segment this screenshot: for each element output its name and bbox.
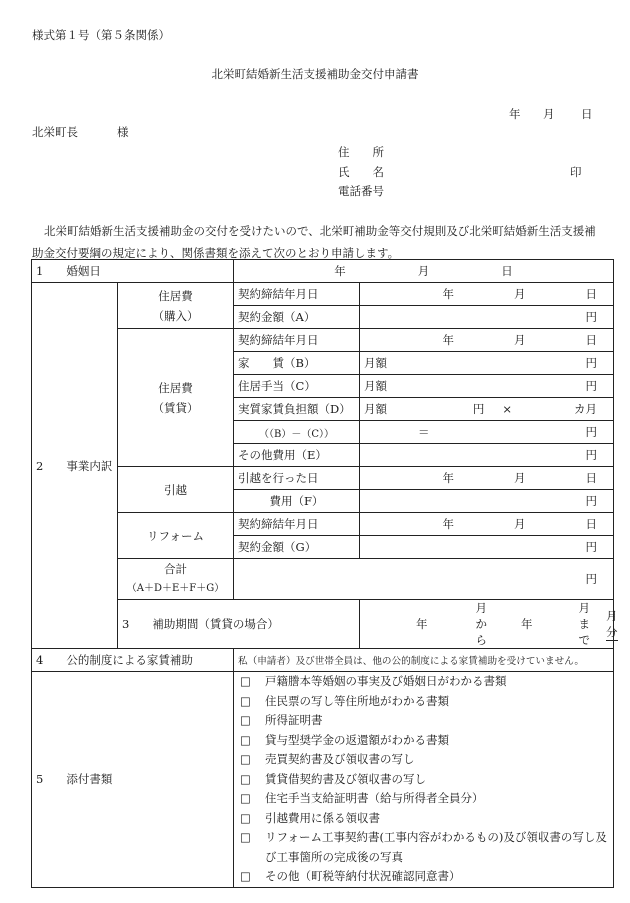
total-formula: （A＋D＋E＋F＋G） (126, 583, 225, 594)
period-from-month: 月から (475, 601, 488, 647)
purchase-group-line2: （購入） (152, 308, 199, 323)
unit-yen: 円 (585, 425, 598, 439)
moving-date-field[interactable] (360, 467, 614, 490)
period-from-year: 年 (416, 617, 428, 631)
rent-group-line2: （賃貸） (152, 400, 199, 415)
checkbox[interactable]: □ (240, 693, 251, 708)
unit-yen: 円 (585, 356, 598, 370)
honorific: 様 (117, 125, 129, 139)
actual-rent-formula: （（B）－（C）） (234, 421, 360, 444)
moving-cost-f-field[interactable] (360, 490, 614, 513)
unit-month: 月 (514, 517, 526, 531)
monthly-label: 月額 (364, 379, 388, 393)
purchase-group-line1: 住居費 (158, 288, 193, 303)
rent-contract-date-label: 契約締結年月日 (234, 329, 360, 352)
attachment-text: 所得証明書 (265, 713, 323, 727)
business-breakdown-label: 2 事業内訳 (32, 283, 118, 649)
actual-rent-total-field[interactable] (360, 421, 614, 444)
purchase-contract-date-label: 契約締結年月日 (234, 283, 360, 306)
moving-date-label: 引越を行った日 (234, 467, 360, 490)
checkbox[interactable]: □ (240, 771, 251, 786)
checkbox[interactable]: □ (240, 713, 251, 727)
marriage-month-unit: 月 (417, 264, 430, 278)
actual-rent-d-field[interactable] (360, 398, 614, 421)
unit-year: 年 (442, 517, 455, 531)
checkbox[interactable]: □ (240, 791, 251, 805)
unit-month: 月 (514, 333, 526, 347)
attachments-label: 5 添付書類 (32, 672, 234, 888)
unit-months: カ月 (574, 402, 598, 416)
attachment-item[interactable] (238, 692, 609, 712)
addressee: 北栄町長 (32, 125, 78, 139)
checkbox[interactable]: □ (240, 752, 251, 766)
attachment-item[interactable] (238, 731, 609, 751)
attachment-item[interactable] (238, 867, 609, 887)
rent-b-label: 家 賃（B） (234, 352, 360, 375)
subsidy-period-label: 3 補助期間（賃貸の場合） (118, 600, 360, 649)
attachment-text: 賃貸借契約書及び領収書の写し (265, 771, 427, 786)
unit-year: 年 (442, 287, 455, 301)
attachment-item[interactable] (238, 770, 609, 790)
phone-label: 電話番号 (338, 184, 384, 198)
unit-yen: 円 (585, 494, 598, 508)
checkbox[interactable]: □ (240, 869, 251, 883)
attachment-text: その他（町税等納付状況確認同意書） (265, 869, 461, 883)
times-sign: × (502, 402, 513, 416)
application-table (31, 259, 618, 888)
unit-yen: 円 (585, 540, 598, 554)
marriage-date-field[interactable] (234, 260, 614, 283)
public-subsidy-statement: 私（申請者）及び世帯全員は、他の公的制度による家賃補助を受けていません。 (234, 649, 614, 672)
reform-group: リフォーム (118, 513, 234, 559)
purchase-group (118, 283, 234, 329)
unit-month: 月 (514, 287, 526, 301)
reform-contract-date-label: 契約締結年月日 (234, 513, 360, 536)
purchase-contract-date-field[interactable] (360, 283, 614, 306)
attachment-text: 引越費用に係る領収書 (265, 810, 381, 825)
period-months: 月分 (606, 608, 618, 639)
total-label: 合計 (164, 562, 187, 576)
contract-amount-a-field[interactable] (360, 306, 614, 329)
name-label: 氏 名 (338, 165, 384, 179)
contract-amount-g-field[interactable] (360, 536, 614, 559)
housing-allowance-c-field[interactable] (360, 375, 614, 398)
marriage-date-label: 1 婚姻日 (32, 260, 234, 283)
attachment-text: 住民票の写し等住所地がわかる書類 (265, 693, 450, 708)
total-label-cell (118, 559, 234, 600)
unit-yen: 円 (585, 572, 598, 586)
unit-day: 日 (585, 471, 598, 485)
moving-cost-f-label: 費用（F） (234, 490, 360, 513)
rent-contract-date-field[interactable] (360, 329, 614, 352)
contract-amount-g-label: 契約金額（G） (234, 536, 360, 559)
housing-allowance-c-label: 住居手当（C） (234, 375, 360, 398)
attachments-list (234, 672, 614, 888)
other-costs-e-field[interactable] (360, 444, 614, 467)
unit-yen: 円 (585, 448, 598, 462)
unit-yen: 円 (585, 310, 598, 324)
address-label: 住 所 (338, 145, 384, 159)
marriage-year-unit: 年 (334, 264, 346, 278)
unit-yen: 円 (472, 402, 485, 416)
unit-day: 日 (585, 333, 598, 347)
attachment-item[interactable] (238, 672, 609, 692)
other-costs-e-label: その他費用（E） (234, 444, 360, 467)
contract-amount-a-label: 契約金額（A） (234, 306, 360, 329)
equals-sign: ＝ (418, 425, 430, 439)
form-number: 様式第１号（第５条関係） (32, 28, 170, 42)
attachment-item[interactable] (238, 789, 609, 809)
rent-group-line1: 住居費 (158, 380, 193, 395)
unit-yen: 円 (585, 379, 598, 393)
unit-month: 月 (514, 471, 526, 485)
checkbox[interactable]: □ (240, 674, 251, 688)
attachment-text: リフォーム工事契約書(工事内容がわかるもの)及び領収書の写し及び工事箇所の完成後の写真 (265, 830, 607, 864)
attachment-text: 貸与型奨学金の返還額がわかる書類 (265, 732, 450, 747)
date-day: 日 (581, 107, 593, 121)
actual-rent-d-label: 実質家賃負担額（D） (234, 398, 360, 421)
period-to-month: 月まで (578, 601, 591, 647)
unit-year: 年 (442, 471, 455, 485)
unit-year: 年 (442, 333, 455, 347)
attachment-item[interactable] (238, 828, 609, 867)
checkbox[interactable]: □ (240, 830, 251, 844)
attachment-text: 戸籍謄本等婚姻の事実及び婚姻日がわかる書類 (265, 674, 507, 688)
seal-mark: 印 (570, 165, 582, 179)
rent-b-field[interactable] (360, 352, 614, 375)
attachment-item[interactable] (238, 711, 609, 731)
attachment-item[interactable] (238, 809, 609, 829)
total-field[interactable] (234, 559, 614, 600)
document-title: 北栄町結婚新生活支援補助金交付申請書 (211, 67, 419, 81)
attachment-text: 売買契約書及び領収書の写し (265, 752, 415, 766)
date-month: 月 (543, 107, 555, 121)
subsidy-period-field[interactable] (360, 600, 618, 649)
attachment-item[interactable] (238, 750, 609, 770)
rent-group (118, 329, 234, 467)
monthly-label: 月額 (364, 402, 388, 416)
checkbox[interactable]: □ (240, 732, 251, 747)
intro-paragraph: 北栄町結婚新生活支援補助金の交付を受けたいので、北栄町補助金等交付規則及び北栄町結婚新生活支援補助金交付要綱の規定により、関係書類を添えて次のとおり申請します。 (32, 224, 596, 260)
period-to-year: 年 (521, 617, 533, 631)
marriage-day-unit: 日 (501, 264, 513, 278)
marriage-date-row (32, 260, 614, 283)
moving-group: 引越 (118, 467, 234, 513)
unit-day: 日 (585, 517, 598, 531)
public-subsidy-label: 4 公的制度による家賃補助 (32, 649, 234, 672)
date-year: 年 (509, 107, 521, 121)
attachment-text: 住宅手当支給証明書（給与所得者全員分） (265, 791, 484, 805)
checkbox[interactable]: □ (240, 810, 251, 825)
reform-contract-date-field[interactable] (360, 513, 614, 536)
unit-day: 日 (585, 287, 598, 301)
monthly-label: 月額 (364, 356, 388, 370)
